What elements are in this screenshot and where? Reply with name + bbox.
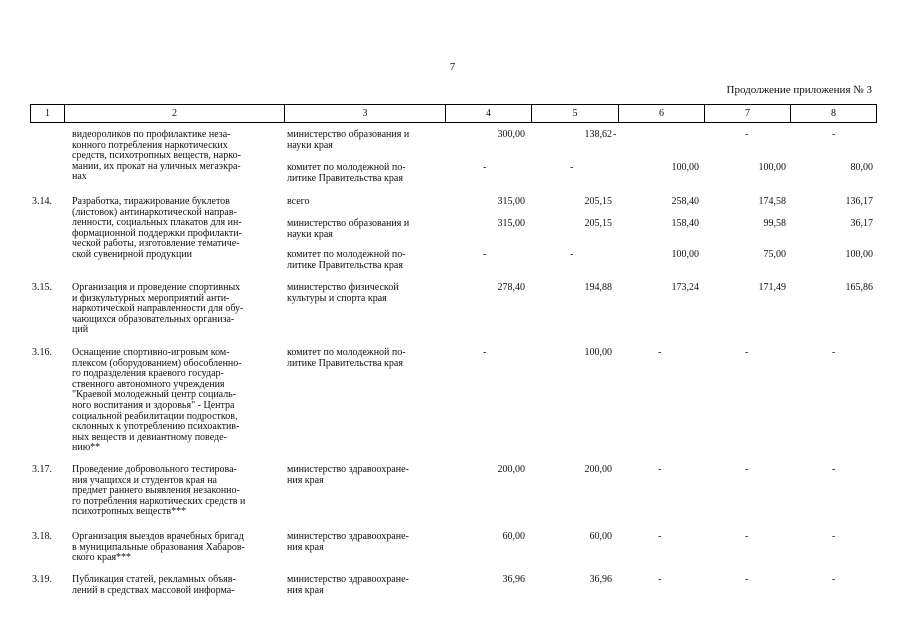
measure-title: Публикация статей, рекламных объяв- лений в средствах массовой информа- (72, 574, 236, 596)
value-cell: 315,00 (497, 218, 525, 229)
header-col-2: 2 (65, 105, 285, 123)
value-cell: 258,40 (671, 196, 699, 207)
page-number: 7 (449, 61, 456, 73)
value-cell: 138,62 (584, 129, 612, 140)
value-cell: - (570, 249, 574, 260)
value-cell: 165,86 (845, 282, 873, 293)
executor: министерство здравоохране- ния края (287, 531, 409, 553)
header-col-3: 3 (285, 105, 446, 123)
measure-title: Разработка, тиражирование буклетов (листовок) антинаркотической направ- ленности, социальных плакатов для ин- формационной поддержки профилакти- ческой работы, изготовление тематиче- ской сувенирной продукции (72, 196, 242, 260)
row-number: 3.17. (32, 464, 52, 475)
row-number: 3.14. (32, 196, 52, 207)
row-number: 3.16. (32, 347, 52, 358)
value-cell: 200,00 (584, 464, 612, 475)
value-cell: 100,00 (584, 347, 612, 358)
measure-title: Организация выездов врачебных бригад в муниципальные образования Хабаров- ского края*** (72, 531, 245, 564)
header-col-6: 6 (619, 105, 705, 123)
measure-title: Проведение добровольного тестирова- ния учащихся и студентов края на предмет раннего выявления незаконно- го потребления наркотических средств и психотропных веществ*** (72, 464, 246, 518)
value-cell: - (658, 574, 662, 585)
row-number: 3.15. (32, 282, 52, 293)
value-cell: 100,00 (845, 249, 873, 260)
value-cell: - (570, 162, 574, 173)
value-cell: - (745, 464, 749, 475)
value-cell: 205,15 (584, 218, 612, 229)
executor: министерство физической культуры и спорта края (287, 282, 399, 304)
value-cell: 60,00 (589, 531, 612, 542)
value-cell: 75,00 (763, 249, 786, 260)
header-col-1: 1 (31, 105, 65, 123)
value-cell: 315,00 (497, 196, 525, 207)
value-cell: 174,58 (758, 196, 786, 207)
table-header (30, 104, 877, 123)
value-cell: - (745, 531, 749, 542)
row-number: 3.19. (32, 574, 52, 585)
value-cell: 60,00 (502, 531, 525, 542)
measure-title: Оснащение спортивно-игровым ком- плексом (оборудованием) обособленно- го подразделения краевого государ- ственного автономного учреждения "Краевой молодежный центр социаль- ного воспитания и здоровья" - Центра социальной реабилитации подростков, склонных к употреблению психоактив- ных веществ и девиантному поведе- нию** (72, 347, 242, 454)
value-cell: - (745, 129, 749, 140)
row-number: 3.18. (32, 531, 52, 542)
executor: министерство образования и науки края (287, 218, 410, 240)
measure-title: видеороликов по профилактике неза- конного потребления наркотических средств, психотропных веществ, нарко- мании, их прокат на уличных мегаэкра- нах (72, 129, 241, 183)
appendix-continuation: Продолжение приложения № 3 (726, 84, 872, 96)
header-col-5: 5 (532, 105, 619, 123)
value-cell: 278,40 (497, 282, 525, 293)
value-cell: - (745, 574, 749, 585)
value-cell: - (483, 347, 487, 358)
value-cell: - (832, 347, 836, 358)
measure-title: Организация и проведение спортивных и физкультурных мероприятий анти- наркотической направленности для обу- чающихся образовательных организа- ций (72, 282, 244, 336)
value-cell: 171,49 (758, 282, 786, 293)
executor: комитет по молодежной по- литике Правительства края (287, 347, 406, 369)
value-cell: 200,00 (497, 464, 525, 475)
value-cell: - (832, 129, 836, 140)
value-cell: - (832, 464, 836, 475)
value-cell: - (613, 129, 617, 140)
value-cell: 300,00 (497, 129, 525, 140)
value-cell: 80,00 (850, 162, 873, 173)
value-cell: 36,96 (589, 574, 612, 585)
executor: комитет по молодежной по- литике Правительства края (287, 162, 406, 184)
value-cell: 100,00 (671, 162, 699, 173)
value-cell: - (658, 464, 662, 475)
value-cell: 136,17 (845, 196, 873, 207)
value-cell: - (832, 574, 836, 585)
executor: министерство образования и науки края (287, 129, 410, 151)
executor: всего (287, 196, 310, 207)
value-cell: - (483, 249, 487, 260)
value-cell: - (832, 531, 836, 542)
value-cell: - (745, 347, 749, 358)
value-cell: 158,40 (671, 218, 699, 229)
value-cell: 205,15 (584, 196, 612, 207)
value-cell: 36,96 (502, 574, 525, 585)
header-col-8: 8 (791, 105, 877, 123)
value-cell: 100,00 (671, 249, 699, 260)
header-col-7: 7 (705, 105, 791, 123)
value-cell: - (483, 162, 487, 173)
value-cell: 36,17 (850, 218, 873, 229)
value-cell: 173,24 (671, 282, 699, 293)
executor: министерство здравоохране- ния края (287, 464, 409, 486)
value-cell: 99,58 (763, 218, 786, 229)
executor: комитет по молодежной по- литике Правительства края (287, 249, 406, 271)
executor: министерство здравоохране- ния края (287, 574, 409, 596)
value-cell: 100,00 (758, 162, 786, 173)
value-cell: - (658, 347, 662, 358)
value-cell: 194,88 (584, 282, 612, 293)
header-col-4: 4 (446, 105, 532, 123)
value-cell: - (658, 531, 662, 542)
